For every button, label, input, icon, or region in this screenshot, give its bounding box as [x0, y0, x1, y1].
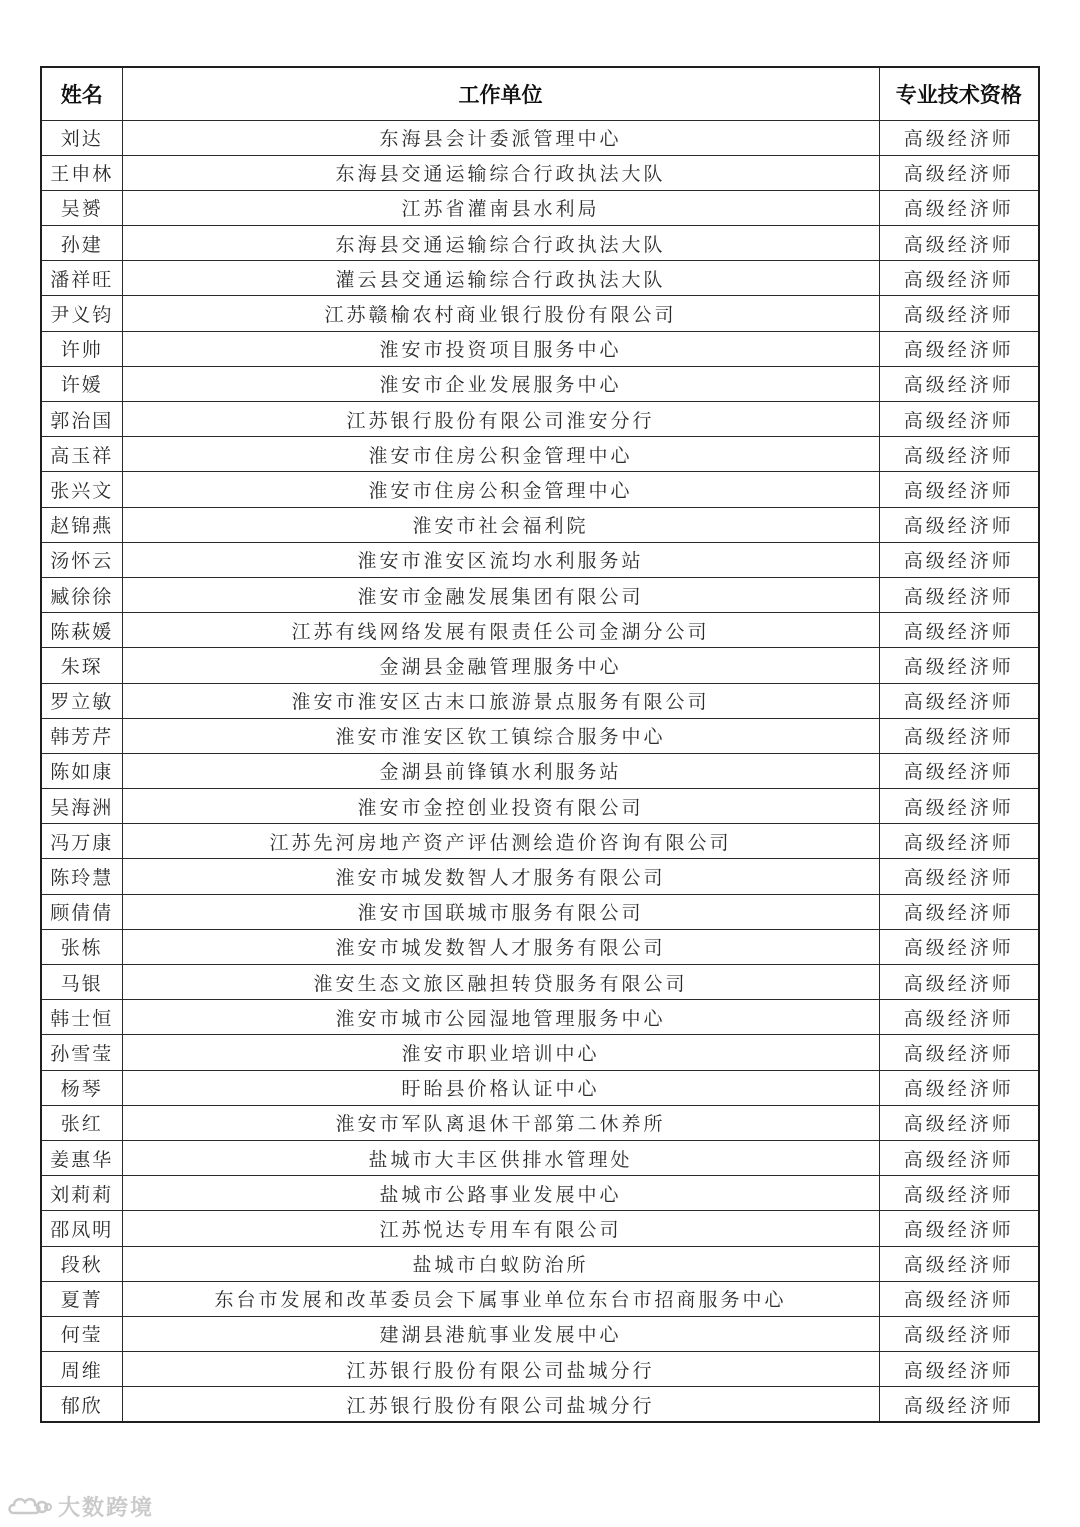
cell-unit: 江苏赣榆农村商业银行股份有限公司	[122, 296, 879, 331]
table-row	[41, 648, 1039, 683]
cell-name: 姜惠华	[41, 1140, 122, 1175]
cell-name: 段秋	[41, 1246, 122, 1281]
table-row	[41, 472, 1039, 507]
cell-name: 夏菁	[41, 1281, 122, 1316]
table-row	[41, 965, 1039, 1000]
cell-name: 孙建	[41, 226, 122, 261]
cell-qualification: 高级经济师	[879, 1281, 1039, 1316]
cell-unit: 江苏银行股份有限公司盐城分行	[122, 1352, 879, 1387]
cell-qualification: 高级经济师	[879, 965, 1039, 1000]
cell-unit: 盐城市白蚁防治所	[122, 1246, 879, 1281]
cell-name: 何莹	[41, 1316, 122, 1351]
cell-name: 朱琛	[41, 648, 122, 683]
cell-name: 杨琴	[41, 1070, 122, 1105]
cell-qualification: 高级经济师	[879, 190, 1039, 225]
table-body	[41, 120, 1039, 1422]
table-row	[41, 1140, 1039, 1175]
cell-name: 韩士恒	[41, 1000, 122, 1035]
cell-qualification: 高级经济师	[879, 577, 1039, 612]
cell-qualification: 高级经济师	[879, 331, 1039, 366]
table-row	[41, 929, 1039, 964]
table-row	[41, 1105, 1039, 1140]
table-row	[41, 1387, 1039, 1422]
cell-qualification: 高级经济师	[879, 1246, 1039, 1281]
cell-qualification: 高级经济师	[879, 753, 1039, 788]
cell-unit: 淮安市投资项目服务中心	[122, 331, 879, 366]
cell-unit: 淮安市企业发展服务中心	[122, 366, 879, 401]
cell-qualification: 高级经济师	[879, 1035, 1039, 1070]
cell-qualification: 高级经济师	[879, 1387, 1039, 1422]
cell-unit: 东台市发展和改革委员会下属事业单位东台市招商服务中心	[122, 1281, 879, 1316]
table-row	[41, 331, 1039, 366]
cell-name: 许帅	[41, 331, 122, 366]
cell-unit: 江苏悦达专用车有限公司	[122, 1211, 879, 1246]
cell-unit: 东海县交通运输综合行政执法大队	[122, 155, 879, 190]
cloud-logo-icon	[6, 1493, 52, 1519]
cell-name: 汤怀云	[41, 542, 122, 577]
header-qualification: 专业技术资格	[879, 67, 1039, 120]
cell-unit: 江苏有线网络发展有限责任公司金湖分公司	[122, 613, 879, 648]
cell-qualification: 高级经济师	[879, 824, 1039, 859]
header-row	[41, 67, 1039, 120]
cell-name: 高玉祥	[41, 437, 122, 472]
cell-qualification: 高级经济师	[879, 366, 1039, 401]
table-row	[41, 542, 1039, 577]
table-row	[41, 296, 1039, 331]
cell-name: 郁欣	[41, 1387, 122, 1422]
cell-name: 马银	[41, 965, 122, 1000]
table-row	[41, 190, 1039, 225]
qualification-roster-table	[40, 66, 1040, 1423]
cell-name: 孙雪莹	[41, 1035, 122, 1070]
cell-qualification: 高级经济师	[879, 1140, 1039, 1175]
table-row	[41, 1176, 1039, 1211]
cell-qualification: 高级经济师	[879, 402, 1039, 437]
cell-qualification: 高级经济师	[879, 1352, 1039, 1387]
cell-unit: 淮安市淮安区古末口旅游景点服务有限公司	[122, 683, 879, 718]
cell-name: 邵凤明	[41, 1211, 122, 1246]
cell-name: 刘莉莉	[41, 1176, 122, 1211]
table-header	[41, 67, 1039, 120]
cell-unit: 淮安市金控创业投资有限公司	[122, 789, 879, 824]
cell-name: 罗立敏	[41, 683, 122, 718]
cell-name: 王申林	[41, 155, 122, 190]
cell-unit: 金湖县金融管理服务中心	[122, 648, 879, 683]
cell-unit: 盱眙县价格认证中心	[122, 1070, 879, 1105]
cell-unit: 淮安市金融发展集团有限公司	[122, 577, 879, 612]
table-row	[41, 683, 1039, 718]
cell-name: 郭治国	[41, 402, 122, 437]
cell-qualification: 高级经济师	[879, 542, 1039, 577]
cell-qualification: 高级经济师	[879, 155, 1039, 190]
cell-name: 臧徐徐	[41, 577, 122, 612]
cell-qualification: 高级经济师	[879, 1105, 1039, 1140]
cell-unit: 灌云县交通运输综合行政执法大队	[122, 261, 879, 296]
watermark	[6, 1490, 154, 1522]
cell-name: 许媛	[41, 366, 122, 401]
table-row	[41, 1281, 1039, 1316]
cell-unit: 金湖县前锋镇水利服务站	[122, 753, 879, 788]
cell-name: 赵锦燕	[41, 507, 122, 542]
cell-unit: 盐城市大丰区供排水管理处	[122, 1140, 879, 1175]
table-row	[41, 789, 1039, 824]
cell-unit: 江苏银行股份有限公司淮安分行	[122, 402, 879, 437]
cell-name: 吴赟	[41, 190, 122, 225]
cell-qualification: 高级经济师	[879, 929, 1039, 964]
cell-qualification: 高级经济师	[879, 1000, 1039, 1035]
cell-qualification: 高级经济师	[879, 1070, 1039, 1105]
cell-unit: 淮安市社会福利院	[122, 507, 879, 542]
cell-qualification: 高级经济师	[879, 683, 1039, 718]
table-row	[41, 226, 1039, 261]
cell-name: 韩芳芹	[41, 718, 122, 753]
cell-unit: 淮安市住房公积金管理中心	[122, 437, 879, 472]
table-row	[41, 1246, 1039, 1281]
table-row	[41, 507, 1039, 542]
table-row	[41, 1316, 1039, 1351]
cell-unit: 江苏省灌南县水利局	[122, 190, 879, 225]
cell-unit: 淮安市城市公园湿地管理服务中心	[122, 1000, 879, 1035]
cell-name: 陈如康	[41, 753, 122, 788]
table-row	[41, 859, 1039, 894]
cell-unit: 建湖县港航事业发展中心	[122, 1316, 879, 1351]
cell-qualification: 高级经济师	[879, 613, 1039, 648]
table-row	[41, 894, 1039, 929]
cell-unit: 淮安市城发数智人才服务有限公司	[122, 859, 879, 894]
cell-unit: 东海县交通运输综合行政执法大队	[122, 226, 879, 261]
cell-qualification: 高级经济师	[879, 1176, 1039, 1211]
table-row	[41, 402, 1039, 437]
cell-unit: 淮安市淮安区流均水利服务站	[122, 542, 879, 577]
cell-qualification: 高级经济师	[879, 226, 1039, 261]
cell-name: 陈萩媛	[41, 613, 122, 648]
cell-unit: 淮安市城发数智人才服务有限公司	[122, 929, 879, 964]
cell-name: 周维	[41, 1352, 122, 1387]
cell-qualification: 高级经济师	[879, 437, 1039, 472]
cell-unit: 淮安市淮安区钦工镇综合服务中心	[122, 718, 879, 753]
table-row	[41, 577, 1039, 612]
table-row	[41, 1000, 1039, 1035]
cell-qualification: 高级经济师	[879, 718, 1039, 753]
cell-unit: 淮安市军队离退休干部第二休养所	[122, 1105, 879, 1140]
table-row	[41, 1352, 1039, 1387]
cell-name: 张红	[41, 1105, 122, 1140]
cell-qualification: 高级经济师	[879, 1211, 1039, 1246]
table-row	[41, 1070, 1039, 1105]
cell-qualification: 高级经济师	[879, 859, 1039, 894]
cell-unit: 淮安市国联城市服务有限公司	[122, 894, 879, 929]
table-row	[41, 613, 1039, 648]
cell-name: 顾倩倩	[41, 894, 122, 929]
cell-unit: 盐城市公路事业发展中心	[122, 1176, 879, 1211]
table-row	[41, 120, 1039, 155]
cell-qualification: 高级经济师	[879, 507, 1039, 542]
header-name: 姓名	[41, 67, 122, 120]
cell-qualification: 高级经济师	[879, 120, 1039, 155]
table-row	[41, 437, 1039, 472]
cell-qualification: 高级经济师	[879, 261, 1039, 296]
table-row	[41, 753, 1039, 788]
cell-name: 冯万康	[41, 824, 122, 859]
table-row	[41, 824, 1039, 859]
cell-name: 潘祥旺	[41, 261, 122, 296]
cell-name: 尹义钧	[41, 296, 122, 331]
table-row	[41, 366, 1039, 401]
cell-unit: 江苏先河房地产资产评估测绘造价咨询有限公司	[122, 824, 879, 859]
table-row	[41, 261, 1039, 296]
cell-unit: 东海县会计委派管理中心	[122, 120, 879, 155]
table-row	[41, 155, 1039, 190]
cell-qualification: 高级经济师	[879, 1316, 1039, 1351]
cell-qualification: 高级经济师	[879, 296, 1039, 331]
cell-name: 吴海洲	[41, 789, 122, 824]
cell-unit: 淮安市职业培训中心	[122, 1035, 879, 1070]
cell-name: 刘达	[41, 120, 122, 155]
cell-qualification: 高级经济师	[879, 894, 1039, 929]
cell-qualification: 高级经济师	[879, 648, 1039, 683]
table-row	[41, 1035, 1039, 1070]
cell-unit: 江苏银行股份有限公司盐城分行	[122, 1387, 879, 1422]
cell-unit: 淮安生态文旅区融担转贷服务有限公司	[122, 965, 879, 1000]
cell-name: 张兴文	[41, 472, 122, 507]
cell-unit: 淮安市住房公积金管理中心	[122, 472, 879, 507]
cell-qualification: 高级经济师	[879, 472, 1039, 507]
table-row	[41, 718, 1039, 753]
watermark-text: 大数跨境	[58, 1495, 155, 1521]
header-unit: 工作单位	[122, 67, 879, 120]
cell-qualification: 高级经济师	[879, 789, 1039, 824]
cell-name: 张栋	[41, 929, 122, 964]
cell-name: 陈玲慧	[41, 859, 122, 894]
table-row	[41, 1211, 1039, 1246]
